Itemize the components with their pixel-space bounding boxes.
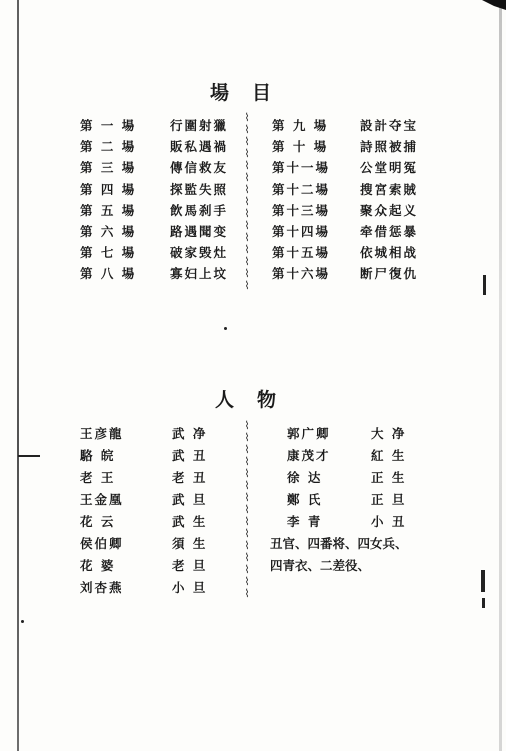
character-name: 王彦龍 <box>80 426 124 441</box>
scene-row <box>272 180 452 196</box>
scene-row <box>80 243 240 259</box>
scene-number: 第 十 場 <box>272 139 329 155</box>
scene-name: 路遇聞变 <box>170 224 229 239</box>
character-name: 康茂才 <box>287 448 331 463</box>
scan-right-edge <box>499 0 502 751</box>
character-role: 武 生 <box>172 514 208 529</box>
character-row <box>80 468 240 484</box>
character-role: 武 丑 <box>172 448 208 463</box>
scene-row <box>272 243 452 259</box>
character-role: 大 净 <box>371 426 407 441</box>
character-row <box>80 446 240 462</box>
scene-row <box>272 158 452 174</box>
scene-row <box>272 137 452 153</box>
scene-number: 第十二場 <box>272 181 331 197</box>
scene-number: 第十一場 <box>272 160 331 176</box>
character-name: 花 云 <box>80 514 116 529</box>
characters-title: 人 物 <box>215 389 279 411</box>
scan-speck <box>18 455 40 457</box>
character-name: 王金凰 <box>80 492 124 507</box>
character-role: 武 净 <box>172 426 208 441</box>
character-row <box>80 578 240 594</box>
scene-name: 寡妇上坟 <box>170 266 229 282</box>
character-row <box>80 512 240 528</box>
scene-row <box>272 201 452 217</box>
character-row <box>80 556 240 572</box>
scene-row <box>272 116 452 132</box>
scene-number: 第 四 場 <box>80 181 137 197</box>
scene-number: 第十六場 <box>272 266 331 282</box>
character-role: 紅 生 <box>371 448 407 463</box>
character-row <box>287 424 437 440</box>
character-extras-line: 丑官、四番将、四女兵、 <box>270 536 408 551</box>
scene-number: 第十三場 <box>272 202 331 218</box>
character-row <box>287 490 437 506</box>
scene-row <box>80 201 240 217</box>
scene-row <box>80 264 240 280</box>
character-role: 老 旦 <box>172 558 208 573</box>
stray-dot <box>21 620 24 623</box>
scene-name: 公堂明冤 <box>360 160 419 176</box>
character-row <box>80 424 240 440</box>
scene-number: 第 一 場 <box>80 118 137 133</box>
characters-divider: ⌇ ⌇ ⌇ ⌇ ⌇ ⌇ ⌇ ⌇ ⌇ ⌇ ⌇ ⌇ ⌇ ⌇ ⌇ <box>244 419 250 600</box>
character-role: 須 生 <box>172 536 208 551</box>
character-role: 老 丑 <box>172 470 208 485</box>
character-role: 武 旦 <box>172 492 208 507</box>
character-row <box>80 490 240 506</box>
character-name: 駱 皖 <box>80 448 116 463</box>
character-row <box>287 512 437 528</box>
character-name: 徐 达 <box>287 470 323 485</box>
character-extras-line: 四青衣、二差役、 <box>270 558 371 573</box>
scene-name: 詩照被捕 <box>360 139 419 155</box>
character-role: 小 丑 <box>371 514 407 529</box>
character-name: 鄭 氏 <box>287 492 323 507</box>
scene-number: 第 六 場 <box>80 224 137 239</box>
scan-left-edge <box>17 0 19 751</box>
scene-number: 第 五 場 <box>80 202 137 218</box>
scene-name: 断尸復仇 <box>360 266 419 282</box>
scan-speck <box>481 570 485 592</box>
scene-row <box>272 264 452 280</box>
stray-dot <box>224 327 227 330</box>
character-name: 老 王 <box>80 470 116 485</box>
scene-number: 第 九 場 <box>272 118 329 133</box>
scan-speck <box>482 598 485 608</box>
scene-name: 飲馬刹手 <box>170 202 229 218</box>
scene-number: 第 二 場 <box>80 139 137 155</box>
scene-row <box>272 222 452 238</box>
character-name: 郭广卿 <box>287 426 331 441</box>
scan-speck <box>483 275 486 295</box>
scene-name: 依城相战 <box>360 245 419 261</box>
scenes-title: 場 目 <box>210 82 274 104</box>
character-name: 李 青 <box>287 514 323 529</box>
scan-top-corner <box>476 0 506 10</box>
scene-name: 聚众起义 <box>360 202 419 218</box>
scene-name: 牵借惩暴 <box>360 224 419 239</box>
scene-number: 第 三 場 <box>80 160 137 176</box>
scene-name: 設計夺宝 <box>360 118 419 133</box>
scene-name: 行圍射獵 <box>170 118 229 133</box>
scene-name: 探監失照 <box>170 181 229 197</box>
scene-row <box>80 222 240 238</box>
character-name: 刘杏燕 <box>80 580 124 595</box>
character-row <box>80 534 240 550</box>
character-row <box>287 468 437 484</box>
scene-number: 第 八 場 <box>80 266 137 282</box>
scenes-divider: ⌇ ⌇ ⌇ ⌇ ⌇ ⌇ ⌇ ⌇ ⌇ ⌇ ⌇ ⌇ ⌇ ⌇ ⌇ <box>244 111 250 292</box>
character-role: 正 旦 <box>371 492 407 507</box>
scene-row <box>80 116 240 132</box>
character-name: 花 婆 <box>80 558 116 573</box>
scene-name: 販私遇禍 <box>170 139 229 155</box>
character-role: 正 生 <box>371 470 407 485</box>
scene-row <box>80 158 240 174</box>
scene-row <box>80 180 240 196</box>
scene-number: 第 七 場 <box>80 245 137 261</box>
scene-name: 搜宮索賊 <box>360 181 419 197</box>
scene-name: 破家毁灶 <box>170 245 229 261</box>
scene-name: 傳信救友 <box>170 160 229 176</box>
character-row <box>287 446 437 462</box>
character-role: 小 旦 <box>172 580 208 595</box>
scene-number: 第十五場 <box>272 245 331 261</box>
scene-row <box>80 137 240 153</box>
character-name: 侯伯卿 <box>80 536 124 551</box>
scene-number: 第十四場 <box>272 224 331 239</box>
